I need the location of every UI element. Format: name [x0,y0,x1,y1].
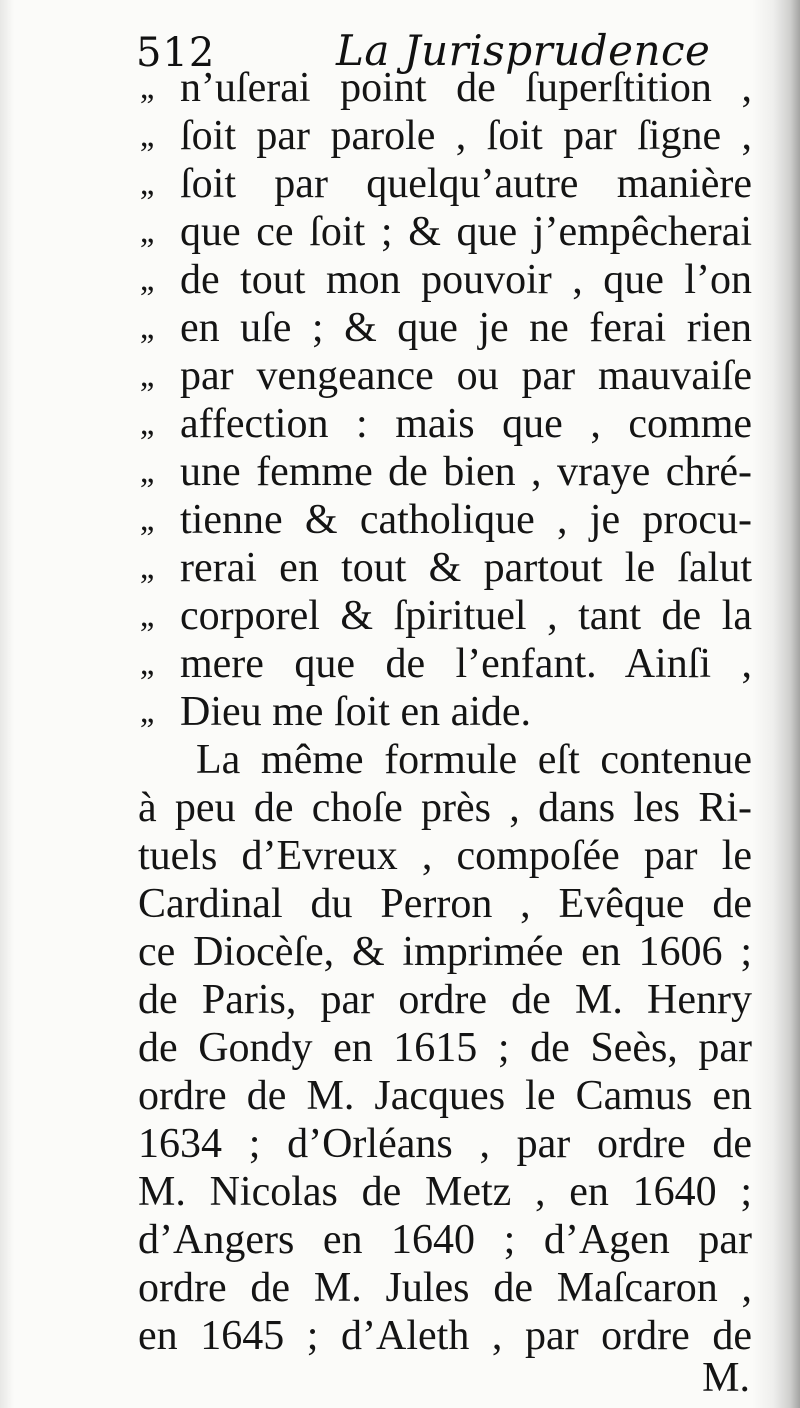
oath-line: corporel & ſpirituel , tant de la [180,593,752,639]
quote-mark: ,, [140,309,153,346]
quote-mark: ,, [140,693,153,730]
quote-mark: ,, [140,453,153,490]
paragraph-line: de Gondy en 1615 ; de Seès, par [138,1025,752,1071]
page-gutter-shadow [0,0,14,1408]
oath-line: mere que de l’enfant. Ainſi , [180,641,752,687]
paragraph-line: M. Nicolas de Metz , en 1640 ; [138,1169,752,1215]
oath-line: affection : mais que , comme [180,401,752,447]
quote-mark: ,, [140,501,153,538]
paragraph-line: à peu de choſe près , dans les Ri- [138,785,752,831]
quote-mark: ,, [140,405,153,442]
oath-line: par vengeance ou par mauvaiſe [180,353,752,399]
quote-mark: ,, [140,597,153,634]
oath-line: rerai en tout & partout le ſalut [180,545,752,591]
quote-mark: ,, [140,645,153,682]
paragraph-line: en 1645 ; d’Aleth , par ordre de [138,1313,752,1359]
page-number: 512 [136,30,216,76]
quote-mark: ,, [140,357,153,394]
paragraph-line: La même formule eſt contenue [196,737,752,783]
quote-mark: ,, [140,549,153,586]
oath-line: de tout mon pouvoir , que l’on [180,257,752,303]
running-title: La Jurisprudence [336,26,711,75]
quote-mark: ,, [140,261,153,298]
quote-mark: ,, [140,117,153,154]
oath-line: tienne & catholique , je procu- [180,497,752,543]
oath-line: n’uſerai point de ſuperſtition , [180,65,752,111]
catchword: M. [702,1355,750,1401]
paragraph-line: de Paris, par ordre de M. Henry [138,977,752,1023]
paragraph-line: ordre de M. Jacques le Camus en [138,1073,752,1119]
oath-line: ſoit par quelqu’autre manière [180,161,752,207]
paragraph-line: ordre de M. Jules de Maſcaron , [138,1265,752,1311]
oath-line: une femme de bien , vraye chré- [180,449,752,495]
page-edge-shadow [752,0,800,1408]
paragraph-line: tuels d’Evreux , compoſée par le [138,833,752,879]
quote-mark: ,, [140,165,153,202]
paragraph-line: 1634 ; d’Orléans , par ordre de [138,1121,752,1167]
oath-line: Dieu me ſoit en aide. [180,689,532,735]
paragraph-line: Cardinal du Perron , Evêque de [138,881,752,927]
paragraph-line: d’Angers en 1640 ; d’Agen par [138,1217,752,1263]
quote-mark: ,, [140,69,153,106]
paragraph-line: ce Diocèſe, & imprimée en 1606 ; [138,929,752,975]
oath-line: ſoit par parole , ſoit par ſigne , [180,113,752,159]
quote-mark: ,, [140,213,153,250]
oath-line: en uſe ; & que je ne ferai rien [180,305,752,351]
oath-line: que ce ſoit ; & que j’empêcherai [180,209,752,255]
